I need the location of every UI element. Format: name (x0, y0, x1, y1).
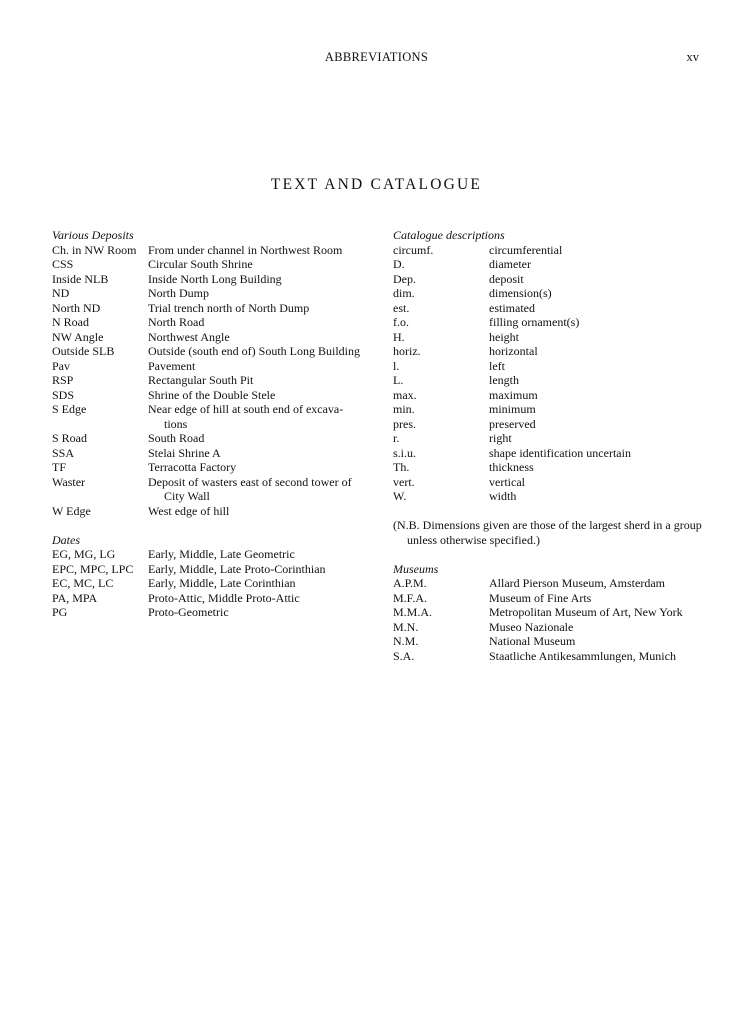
abbreviation-definition: Stelai Shrine A (148, 445, 221, 460)
abbreviation: A.P.M. (393, 576, 427, 590)
left-column (52, 228, 364, 620)
abbreviation-definition: filling ornament(s) (489, 315, 580, 329)
abbreviation: Outside SLB (52, 344, 115, 358)
abbreviation-definition: National Museum (489, 634, 576, 648)
abbreviation-definition: height (489, 329, 519, 344)
abbreviation-row (52, 301, 364, 316)
abbreviation: r. (393, 431, 400, 445)
abbreviation-row (52, 257, 364, 272)
abbreviation-definition: Trial trench north of North Dump (148, 300, 310, 315)
abbreviation-definition: maximum (489, 387, 538, 402)
abbreviation-definition: Early, Middle, Late Geometric (148, 547, 295, 561)
abbreviation: D. (393, 257, 405, 271)
abbreviation: Inside NLB (52, 271, 109, 286)
abbreviation: RSP (52, 373, 74, 387)
abbreviation-definition: vertical (489, 474, 525, 489)
abbreviation-row (52, 547, 364, 562)
running-title: ABBREVIATIONS (324, 50, 429, 64)
abbreviation-definition: length (489, 373, 519, 387)
abbreviation-definition: circumferential (489, 242, 563, 257)
abbreviation-row (393, 301, 705, 316)
museums-heading: Museums (393, 561, 439, 576)
abbreviation-row (393, 359, 705, 374)
abbreviation-definition: Proto-Geometric (148, 605, 229, 619)
abbreviation: PG (52, 605, 68, 619)
abbreviation-row (52, 402, 364, 431)
abbreviation: TF (52, 460, 67, 474)
abbreviation-definition: Northwest Angle (148, 329, 230, 344)
abbreviation: horiz. (393, 344, 421, 358)
abbreviation-definition: Metropolitan Museum of Art, New York (489, 605, 683, 619)
abbreviation-row (393, 446, 705, 461)
abbreviation-row (52, 272, 364, 287)
deposits-list (52, 243, 364, 519)
abbreviation-row (52, 431, 364, 446)
abbreviation: Pav (52, 358, 70, 373)
section-title: TEXT AND CATALOGUE (270, 176, 483, 193)
abbreviation: W. (393, 489, 407, 503)
abbreviation: M.N. (393, 619, 419, 634)
abbreviation-row (52, 359, 364, 374)
abbreviation-row (52, 576, 364, 591)
dates-list (52, 547, 364, 620)
abbreviation: l. (393, 358, 400, 373)
abbreviation: PA, MPA (52, 590, 98, 605)
abbreviation: Th. (393, 460, 410, 474)
abbreviation: max. (393, 387, 417, 402)
abbreviation-definition: Circular South Shrine (148, 257, 253, 271)
abbreviation: N Road (52, 315, 89, 329)
abbreviation: min. (393, 402, 415, 416)
abbreviation-row (52, 446, 364, 461)
abbreviation: circumf. (393, 242, 434, 257)
abbreviation-row (52, 475, 364, 504)
abbreviation-row (393, 257, 705, 272)
abbreviation-row (393, 417, 705, 432)
abbreviation-definition: right (489, 431, 512, 445)
abbreviation: S Road (52, 431, 88, 445)
abbreviation-row (393, 286, 705, 301)
abbreviation-definition: Early, Middle, Late Corinthian (148, 576, 296, 590)
abbreviation-definition: Proto-Attic, Middle Proto-Attic (148, 590, 300, 605)
abbreviation: Waster (52, 474, 86, 489)
abbreviation-definition: shape identification uncertain (489, 445, 631, 460)
abbreviation-row (52, 388, 364, 403)
abbreviation-definition: minimum (489, 402, 536, 416)
abbreviation-row (52, 330, 364, 345)
abbreviation-definition: North Road (148, 315, 205, 329)
abbreviation-row (393, 402, 705, 417)
abbreviation-row (393, 649, 705, 664)
abbreviation-definition: From under channel in Northwest Room (148, 242, 343, 257)
abbreviation-row (52, 504, 364, 519)
abbreviation: M.F.A. (393, 590, 428, 605)
abbreviation-row (393, 634, 705, 649)
abbreviation: vert. (393, 474, 415, 489)
abbreviation-row (393, 330, 705, 345)
abbreviation-definition: North Dump (148, 286, 209, 300)
abbreviation: dim. (393, 286, 415, 300)
abbreviation-row (393, 576, 705, 591)
abbreviation-row (52, 605, 364, 620)
abbreviation-definition: Shrine of the Double Stele (148, 387, 276, 402)
abbreviation-definition: Deposit of wasters east of second tower of City Wall (148, 474, 352, 503)
abbreviation-row (393, 431, 705, 446)
abbreviation-definition: estimated (489, 300, 535, 315)
abbreviation-definition: left (489, 358, 505, 373)
abbreviation-row (393, 315, 705, 330)
abbreviation-definition: Museo Nazionale (489, 619, 574, 634)
abbreviation: Dep. (393, 271, 416, 286)
abbreviation: SSA (52, 445, 75, 460)
abbreviation-row (52, 344, 364, 359)
abbreviation: SDS (52, 387, 75, 402)
catalogue-list (393, 243, 705, 504)
abbreviation-row (393, 272, 705, 287)
abbreviation-row (393, 344, 705, 359)
abbreviation: M.M.A. (393, 605, 433, 619)
abbreviation: Ch. in NW Room (52, 242, 137, 257)
abbreviation: S.A. (393, 648, 415, 663)
abbreviation: est. (393, 300, 410, 315)
abbreviation-row (393, 605, 705, 620)
abbreviation: NW Angle (52, 329, 104, 344)
abbreviation: EC, MC, LC (52, 576, 114, 590)
abbreviation-row (52, 460, 364, 475)
abbreviation: s.i.u. (393, 445, 417, 460)
museums-list (393, 576, 705, 663)
abbreviation: CSS (52, 257, 74, 271)
abbreviation-definition: Staatliche Antikesammlungen, Munich (489, 648, 676, 663)
abbreviation: L. (393, 373, 404, 387)
abbreviation-definition: preserved (489, 416, 536, 431)
abbreviation-row (52, 562, 364, 577)
abbreviation: North ND (52, 300, 101, 315)
abbreviation-row (393, 460, 705, 475)
abbreviation-row (393, 591, 705, 606)
abbreviation-row (393, 373, 705, 388)
abbreviation-definition: Museum of Fine Arts (489, 590, 592, 605)
abbreviation: N.M. (393, 634, 419, 648)
abbreviation-definition: Allard Pierson Museum, Amsterdam (489, 576, 665, 590)
abbreviation-row (393, 620, 705, 635)
abbreviation: EPC, MPC, LPC (52, 561, 134, 576)
abbreviation: S Edge (52, 402, 87, 416)
abbreviation-definition: Terracotta Factory (148, 460, 237, 474)
abbreviation: f.o. (393, 315, 409, 329)
abbreviation-row (393, 243, 705, 258)
abbreviation-definition: Inside North Long Building (148, 271, 282, 286)
abbreviation: EG, MG, LG (52, 547, 116, 561)
abbreviation-definition: Near edge of hill at south end of excava-tions (148, 402, 344, 431)
abbreviation-row (52, 243, 364, 258)
abbreviation-definition: Outside (south end of) South Long Building (148, 344, 360, 358)
abbreviation-row (393, 489, 705, 504)
abbreviation-definition: Pavement (148, 358, 196, 373)
abbreviation-definition: West edge of hill (148, 503, 230, 518)
dimensions-note: (N.B. Dimensions given are those of the largest sherd in a group unless otherwise specified.) (393, 518, 702, 547)
abbreviation-definition: deposit (489, 271, 524, 286)
abbreviation-row (52, 286, 364, 301)
abbreviation: pres. (393, 416, 416, 431)
abbreviation-row (393, 475, 705, 490)
abbreviation-definition: Early, Middle, Late Proto-Corinthian (148, 561, 326, 576)
abbreviation-definition: diameter (489, 257, 531, 271)
dates-heading: Dates (52, 532, 80, 547)
abbreviation: ND (52, 286, 70, 300)
abbreviation-row (393, 388, 705, 403)
page-number: xv (686, 50, 699, 64)
abbreviation-definition: horizontal (489, 344, 538, 358)
abbreviation-definition: thickness (489, 460, 534, 474)
catalogue-heading: Catalogue descriptions (393, 228, 505, 242)
abbreviation: H. (393, 329, 405, 344)
abbreviation-row (52, 373, 364, 388)
abbreviation-row (52, 315, 364, 330)
abbreviation-definition: width (489, 489, 517, 503)
abbreviation: W Edge (52, 503, 91, 518)
abbreviation-definition: Rectangular South Pit (148, 373, 254, 387)
abbreviation-definition: South Road (148, 431, 205, 445)
deposits-heading: Various Deposits (52, 228, 134, 242)
abbreviation-definition: dimension(s) (489, 286, 552, 300)
abbreviation-row (52, 591, 364, 606)
right-column (393, 228, 705, 663)
